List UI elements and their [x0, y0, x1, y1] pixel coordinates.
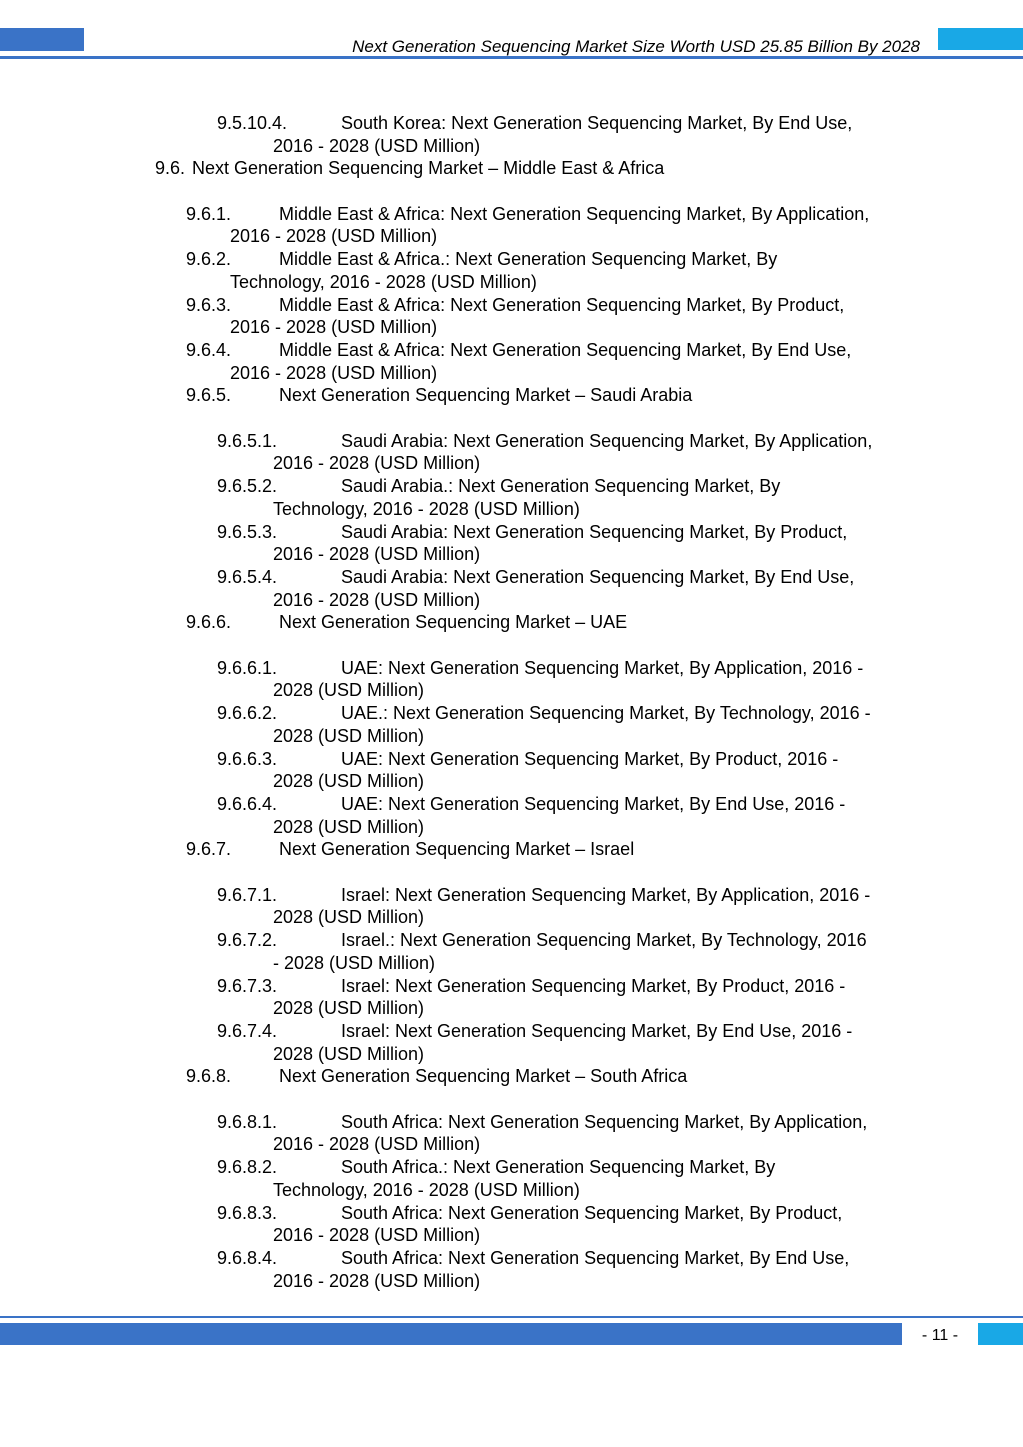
toc-entry-number: 9.6.7.1. — [217, 884, 278, 905]
toc-entry-number: 9.6.8. — [186, 1066, 232, 1087]
toc-entry-title-continued: Technology, 2016 - 2028 (USD Million) — [273, 498, 580, 519]
toc-entry-title: Middle East & Africa: Next Generation Sequencing Market, By Product, — [279, 294, 845, 315]
toc-entry-title: UAE: Next Generation Sequencing Market, By End Use, 2016 - — [341, 794, 846, 814]
header-accent-left — [0, 28, 84, 51]
toc-entry-title-continued: 2028 (USD Million) — [273, 816, 425, 837]
toc-entry-title: Next Generation Sequencing Market – Israel — [279, 839, 635, 860]
toc-entry-number: 9.6.7.4. — [217, 1021, 278, 1041]
toc-entry-number: 9.6.5.2. — [217, 476, 278, 497]
toc-entry-title: Israel: Next Generation Sequencing Market, By End Use, 2016 - — [341, 1021, 853, 1041]
toc-entry-number: 9.5.10.4. — [217, 113, 288, 133]
toc-entry-title-continued: 2028 (USD Million) — [273, 1043, 425, 1064]
header-rule — [0, 56, 1023, 59]
toc-entry-number: 9.6.8.4. — [217, 1248, 278, 1268]
toc-entry-title: Saudi Arabia: Next Generation Sequencing Market, By End Use, — [341, 567, 855, 587]
toc-entry-title: Saudi Arabia: Next Generation Sequencing Market, By Application, — [341, 430, 873, 451]
toc-entry-title-continued: 2016 - 2028 (USD Million) — [273, 1134, 481, 1155]
toc-entry-number: 9.6.5.4. — [217, 567, 278, 587]
toc-entry-number: 9.6.6. — [186, 612, 232, 633]
toc-entry-title: Israel: Next Generation Sequencing Market, By Product, 2016 - — [341, 975, 846, 996]
toc-entry-title: Next Generation Sequencing Market – Middle East & Africa — [192, 158, 665, 179]
toc-entry-number: 9.6.6.2. — [217, 703, 278, 724]
toc-entry-title: South Africa.: Next Generation Sequencing Market, By — [341, 1157, 776, 1178]
header-accent-right — [938, 28, 1023, 50]
toc-entry-number: 9.6.1. — [186, 203, 232, 224]
toc-entry-number: 9.6.8.2. — [217, 1157, 278, 1178]
toc-entry-title: Middle East & Africa: Next Generation Sequencing Market, By End Use, — [279, 340, 852, 360]
footer-accent-right — [978, 1323, 1023, 1345]
toc-entry-number: 9.6.7.3. — [217, 975, 278, 996]
toc-entry-number: 9.6.5. — [186, 385, 232, 406]
toc-entry-title: South Africa: Next Generation Sequencing Market, By Product, — [341, 1202, 843, 1223]
toc-entry-number: 9.6.8.3. — [217, 1202, 278, 1223]
toc-entry-title-continued: 2016 - 2028 (USD Million) — [273, 1225, 481, 1246]
toc-entry-number: 9.6.5.1. — [217, 430, 278, 451]
toc-entry-number: 9.6.2. — [186, 249, 232, 270]
toc-entry-title: Middle East & Africa.: Next Generation Sequencing Market, By — [279, 249, 778, 270]
footer-rule — [0, 1316, 1023, 1318]
toc-entry-title: Next Generation Sequencing Market – Saudi Arabia — [279, 385, 693, 406]
toc-entry-title-continued: 2016 - 2028 (USD Million) — [230, 317, 438, 338]
toc-entry-title-continued: 2028 (USD Million) — [273, 907, 425, 928]
toc-entry-title-continued: Technology, 2016 - 2028 (USD Million) — [273, 1179, 580, 1200]
toc-entry-title: UAE.: Next Generation Sequencing Market, By Technology, 2016 - — [341, 703, 871, 724]
toc-entry-title-continued: 2028 (USD Million) — [273, 771, 425, 792]
header-title: Next Generation Sequencing Market Size Worth USD 25.85 Billion By 2028 — [352, 37, 920, 56]
toc-entry-title-continued: 2016 - 2028 (USD Million) — [230, 362, 438, 383]
toc-entry-title: South Africa: Next Generation Sequencing Market, By End Use, — [341, 1248, 850, 1268]
toc-entry-title: South Korea: Next Generation Sequencing Market, By End Use, — [341, 113, 853, 133]
toc-entry-number: 9.6.6.4. — [217, 794, 278, 814]
toc-entry-title: Israel: Next Generation Sequencing Market, By Application, 2016 - — [341, 884, 871, 905]
toc-entry-title-continued: 2028 (USD Million) — [273, 680, 425, 701]
toc-entry-title: South Africa: Next Generation Sequencing Market, By Application, — [341, 1111, 868, 1132]
toc-entry-number: 9.6.7. — [186, 839, 232, 860]
toc-entry-title-continued: 2016 - 2028 (USD Million) — [273, 1270, 481, 1291]
toc-entry-title: Middle East & Africa: Next Generation Sequencing Market, By Application, — [279, 203, 870, 224]
footer-bar — [0, 1323, 902, 1345]
toc-entry-title-continued: 2016 - 2028 (USD Million) — [273, 589, 481, 610]
toc-entry-title-continued: Technology, 2016 - 2028 (USD Million) — [230, 271, 537, 292]
toc-entry-title-continued: 2016 - 2028 (USD Million) — [273, 453, 481, 474]
toc-entry-title-continued: 2016 - 2028 (USD Million) — [273, 544, 481, 565]
toc-entry-number: 9.6.8.1. — [217, 1111, 278, 1132]
toc-entry-number: 9.6.6.3. — [217, 748, 278, 769]
toc-entry-title: UAE: Next Generation Sequencing Market, By Product, 2016 - — [341, 748, 839, 769]
toc-entry-title-continued: 2016 - 2028 (USD Million) — [230, 226, 438, 247]
toc-entry-number: 9.6.3. — [186, 294, 232, 315]
toc-entry-number: 9.6. — [155, 158, 186, 179]
toc-entry-title-continued: - 2028 (USD Million) — [273, 952, 436, 973]
toc-entry-number: 9.6.5.3. — [217, 521, 278, 542]
page-number: - 11 - — [921, 1327, 959, 1344]
toc-entry-title: UAE: Next Generation Sequencing Market, By Application, 2016 - — [341, 657, 864, 678]
toc-entry-title-continued: 2028 (USD Million) — [273, 998, 425, 1019]
toc-entry-number: 9.6.6.1. — [217, 657, 278, 678]
toc-entry-number: 9.6.7.2. — [217, 930, 278, 951]
toc-entry-title: Next Generation Sequencing Market – UAE — [279, 612, 628, 633]
toc-entry-title: Saudi Arabia.: Next Generation Sequencing Market, By — [341, 476, 781, 497]
toc-entry-title-continued: 2028 (USD Million) — [273, 725, 425, 746]
toc-entry-title-continued: 2016 - 2028 (USD Million) — [273, 135, 481, 156]
toc-entry-number: 9.6.4. — [186, 340, 232, 360]
toc-entry-title: Israel.: Next Generation Sequencing Market, By Technology, 2016 — [341, 930, 867, 951]
toc-entry-title: Next Generation Sequencing Market – South Africa — [279, 1066, 688, 1087]
toc-entry-title: Saudi Arabia: Next Generation Sequencing Market, By Product, — [341, 521, 848, 542]
